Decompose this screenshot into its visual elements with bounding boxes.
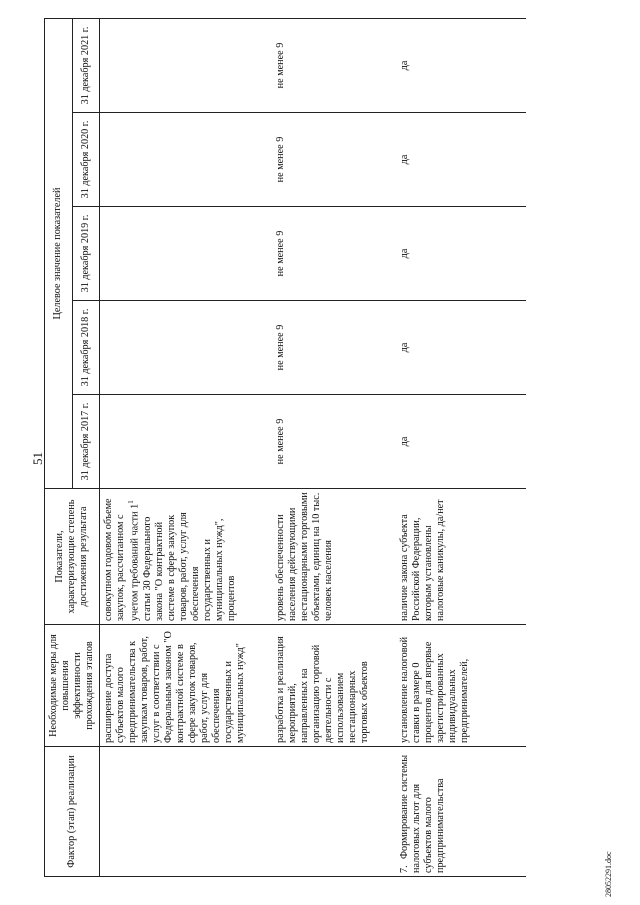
value-cell — [100, 301, 272, 395]
header-year: 31 декабря 2017 г. — [72, 395, 100, 489]
header-year: 31 декабря 2018 г. — [72, 301, 100, 395]
header-year: 31 декабря 2020 г. — [72, 113, 100, 207]
measure-cell: разработка и реализация мероприятий, направленных на организацию торговой деятельности с использованием нестационарных торговых объектов — [272, 625, 396, 747]
header-year: 31 декабря 2021 г. — [72, 19, 100, 113]
indicator-cell: наличие закона субъекта Российской Федерации, которым установлены налоговые каникулы, да/нет — [396, 489, 526, 625]
header-row — [45, 19, 73, 877]
value-cell — [100, 395, 272, 489]
header-target: Целевое значение показателей — [45, 19, 73, 489]
table-row — [272, 19, 396, 877]
value-cell — [100, 113, 272, 207]
header-measures: Необходимые меры для повышения эффективности прохождения этапов — [45, 625, 100, 747]
value-cell — [100, 207, 272, 301]
measure-cell: установление налоговой ставки в размере 0 процентов для впервые зарегистрированных индивидуальных предпринимателей, — [396, 625, 526, 747]
measure-cell: расширение доступа субъектов малого предпринимательства к закупкам товаров, работ, услуг в соответствии с Федеральным законом "О контрактной системе в сфере закупок товаров, работ, услуг для обеспечения государственных и муниципальных нужд" — [100, 625, 272, 747]
value-cell: не менее 9 — [272, 395, 396, 489]
header-indicators: Показатели, характеризующие степень достижения результата — [45, 489, 100, 625]
indicator-cell: совокупном годовом объеме закупок, рассчитанном с учетом требований части $1^1$ статьи 30 Федерального закона "О контрактной системе в сфере закупок товаров, работ, услуг для обеспечения государственных и муниципальных нужд", процентов — [100, 489, 272, 625]
page-number: 51 — [30, 452, 45, 465]
header-year: 31 декабря 2019 г. — [72, 207, 100, 301]
table-row — [100, 19, 272, 877]
value-cell: да — [396, 395, 526, 489]
value-cell: да — [396, 301, 526, 395]
value-cell: да — [396, 19, 526, 113]
value-cell: не менее 9 — [272, 113, 396, 207]
indicator-cell: уровень обеспеченности населения действующими нестационарными торговыми объектами, единиц на 10 тыс. человек населения — [272, 489, 396, 625]
factor-cell — [272, 747, 396, 877]
value-cell: да — [396, 113, 526, 207]
indicators-table — [44, 18, 526, 877]
value-cell — [100, 19, 272, 113]
factor-cell — [100, 747, 272, 877]
value-cell: не менее 9 — [272, 19, 396, 113]
value-cell: не менее 9 — [272, 301, 396, 395]
file-reference: 28052291.doc — [604, 851, 613, 897]
table-row — [396, 19, 526, 877]
header-factor: Фактор (этап) реализации — [45, 747, 100, 877]
value-cell: да — [396, 207, 526, 301]
factor-cell: 7.Формирование системы налоговых льгот для субъектов малого предпринимательства — [396, 747, 526, 877]
value-cell: не менее 9 — [272, 207, 396, 301]
